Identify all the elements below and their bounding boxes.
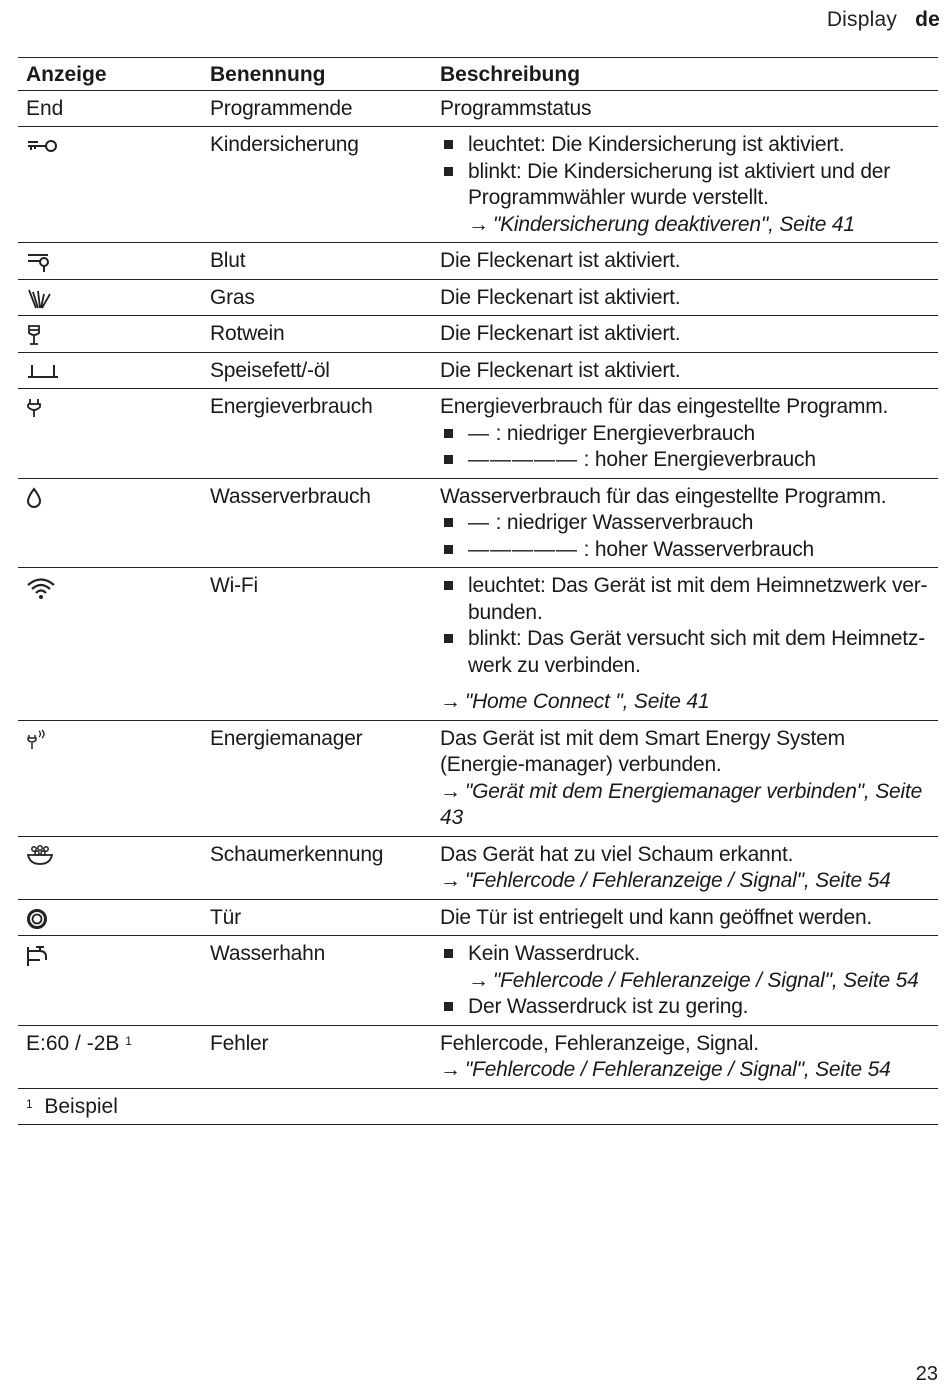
- table-row: [18, 836, 938, 899]
- water-drop-icon: [26, 487, 194, 509]
- description: [432, 127, 938, 243]
- description-text: Fehlercode, Fehleranzeige, Signal.: [440, 1031, 759, 1055]
- wifi-icon: [26, 576, 194, 600]
- description: [432, 568, 938, 721]
- symbol-name: Gras: [202, 279, 432, 316]
- display-code: [18, 1025, 202, 1088]
- section-title: Display: [826, 8, 898, 31]
- wine-glass-icon: [26, 324, 194, 346]
- arrow-icon: →: [468, 968, 489, 992]
- arrow-icon: →: [440, 690, 461, 713]
- blood-stain-icon: [26, 251, 194, 273]
- cross-reference-text: "Fehlercode / Fehleranzeige / Signal", Seite 54: [464, 869, 891, 892]
- description-text: Wasserverbrauch für das eingestellte Programm.: [440, 484, 887, 508]
- list-item: Der Wasserdruck ist zu gering.: [440, 994, 930, 1021]
- description: [432, 478, 938, 568]
- cross-reference[interactable]: [440, 1057, 930, 1084]
- table-row: [18, 568, 938, 721]
- list-item: [440, 510, 930, 537]
- description: Die Fleckenart ist aktiviert.: [432, 352, 938, 389]
- symbol-name: Fehler: [202, 1025, 432, 1088]
- display-code-text: E:60 / -2B: [26, 1031, 120, 1055]
- arrow-icon: →: [440, 869, 461, 892]
- language-tag: de: [915, 8, 940, 31]
- symbol-name: Blut: [202, 243, 432, 280]
- description: Die Fleckenart ist aktiviert.: [432, 243, 938, 280]
- description: [432, 836, 938, 899]
- cross-reference[interactable]: [440, 212, 930, 239]
- table-row: [18, 936, 938, 1026]
- level-dash: —————: [468, 537, 578, 561]
- description-text: Das Gerät ist mit dem Smart Energy System (Energie-manager) verbunden.: [440, 726, 845, 776]
- description: Programmstatus: [432, 90, 938, 127]
- list-item: [440, 421, 930, 448]
- symbol-name: Energieverbrauch: [202, 389, 432, 479]
- symbol-name: Rotwein: [202, 316, 432, 353]
- description: Die Fleckenart ist aktiviert.: [432, 316, 938, 353]
- description: Die Fleckenart ist aktiviert.: [432, 279, 938, 316]
- arrow-icon: →: [440, 1058, 461, 1081]
- table-row: [18, 316, 938, 353]
- symbol-name: Kindersicherung: [202, 127, 432, 243]
- cross-reference[interactable]: [468, 968, 930, 995]
- symbol-name: Wi-Fi: [202, 568, 432, 721]
- footnote-row: [18, 1088, 938, 1125]
- cross-reference-text: "Fehlercode / Fehleranzeige / Signal", Seite 54: [464, 1058, 891, 1081]
- footnote: [18, 1088, 938, 1125]
- list-item-text: Kein Wasserdruck.: [468, 942, 641, 965]
- column-header: Anzeige: [18, 58, 202, 91]
- footnote-text: Beispiel: [44, 1094, 118, 1118]
- symbol-name: Energiemanager: [202, 720, 432, 836]
- foam-icon: [26, 845, 194, 867]
- cross-reference-text: "Gerät mit dem Energiemanager verbinden", Seite 43: [440, 779, 923, 829]
- table-row: [18, 243, 938, 280]
- description-text: Das Gerät hat zu viel Schaum erkannt.: [440, 842, 794, 866]
- cross-reference[interactable]: [440, 868, 930, 895]
- symbol-name: Wasserhahn: [202, 936, 432, 1026]
- list-item: blinkt: Das Gerät versucht sich mit dem Heimnetz-werk zu verbinden.: [440, 626, 930, 679]
- arrow-icon: →: [440, 779, 461, 803]
- symbol-name: Wasserverbrauch: [202, 478, 432, 568]
- table-row: [18, 389, 938, 479]
- page-number: 23: [915, 1363, 938, 1385]
- description: [432, 1025, 938, 1088]
- cross-reference[interactable]: [440, 689, 930, 716]
- grass-stain-icon: [26, 288, 194, 310]
- water-tap-icon: [26, 944, 194, 968]
- symbol-name: Speisefett/-öl: [202, 352, 432, 389]
- display-code: End: [18, 90, 202, 127]
- description-text: Energieverbrauch für das eingestellte Programm.: [440, 395, 889, 418]
- table-row: [18, 1025, 938, 1088]
- symbol-name: Schaumerkennung: [202, 836, 432, 899]
- list-item: leuchtet: Das Gerät ist mit dem Heimnetzwerk ver-bunden.: [440, 573, 930, 626]
- arrow-icon: →: [468, 212, 489, 236]
- level-dash: —: [468, 421, 490, 445]
- table-row: [18, 720, 938, 836]
- level-dash: —————: [468, 448, 578, 471]
- list-item: [440, 537, 930, 564]
- list-item: blinkt: Die Kindersicherung ist aktiviert und der Programmwähler wurde verstellt.: [440, 159, 930, 212]
- footnote-mark: 1: [125, 1033, 132, 1048]
- grease-pan-icon: [26, 361, 194, 381]
- cross-reference-text: "Kindersicherung deaktiveren", Seite 41: [492, 212, 855, 236]
- column-header: Benennung: [202, 58, 432, 91]
- key-icon: [26, 135, 194, 155]
- footnote-mark: 1: [26, 1096, 33, 1111]
- table-row: [18, 127, 938, 243]
- list-item: leuchtet: Die Kindersicherung ist aktiviert.: [440, 132, 930, 159]
- level-dash: —: [468, 511, 490, 534]
- symbol-name: Tür: [202, 899, 432, 936]
- page-header: [827, 8, 940, 32]
- level-label: : hoher Energieverbrauch: [583, 448, 816, 471]
- description: [432, 720, 938, 836]
- description: Die Tür ist entriegelt und kann geöffnet werden.: [432, 899, 938, 936]
- table-row: [18, 478, 938, 568]
- level-label: : niedriger Energieverbrauch: [495, 421, 756, 445]
- column-header: Beschreibung: [432, 58, 938, 91]
- cross-reference-text: "Home Connect ", Seite 41: [464, 690, 710, 713]
- description: [432, 936, 938, 1026]
- list-item: [440, 941, 930, 994]
- display-symbols-table: [18, 57, 938, 1125]
- table-row: [18, 279, 938, 316]
- table-row: [18, 899, 938, 936]
- energy-plug-icon: [26, 397, 194, 419]
- symbol-name: Programmende: [202, 90, 432, 127]
- cross-reference[interactable]: [440, 779, 930, 832]
- table-header-row: [18, 58, 938, 91]
- list-item: [440, 447, 930, 474]
- cross-reference-text: "Fehlercode / Fehleranzeige / Signal", Seite 54: [492, 968, 919, 992]
- level-label: : niedriger Wasserverbrauch: [495, 511, 754, 534]
- energy-manager-icon: [26, 729, 194, 753]
- table-row: [18, 352, 938, 389]
- description: [432, 389, 938, 479]
- level-label: : hoher Wasserverbrauch: [583, 537, 815, 561]
- table-row: [18, 90, 938, 127]
- door-icon: [26, 908, 194, 930]
